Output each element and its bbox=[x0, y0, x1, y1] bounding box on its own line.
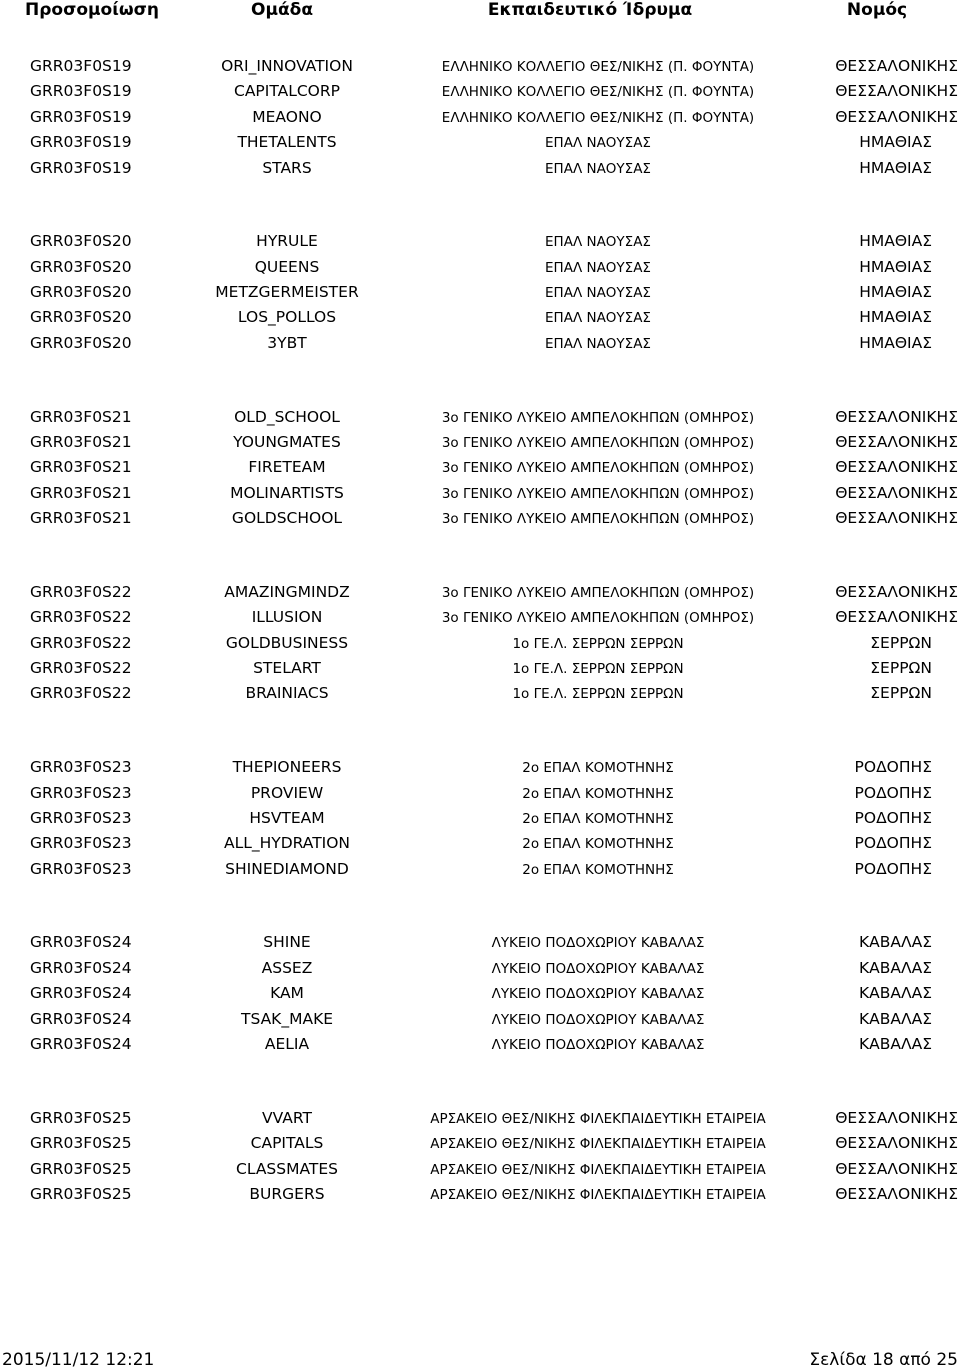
cell-team: OLD_SCHOOL bbox=[234, 407, 340, 426]
cell-school: ΕΠΑΛ ΝΑΟΥΣΑΣ bbox=[545, 135, 651, 152]
footer-page-number: Σελίδα 18 από 25 bbox=[809, 1350, 958, 1370]
table-group bbox=[0, 1107, 960, 1282]
cell-county: ΗΜΑΘΙΑΣ bbox=[859, 308, 932, 327]
cell-simulation: GRR03F0S22 bbox=[30, 684, 132, 703]
cell-team: THEPIONEERS bbox=[232, 758, 342, 777]
cell-simulation: GRR03F0S24 bbox=[30, 933, 132, 952]
cell-simulation: GRR03F0S24 bbox=[30, 1035, 132, 1054]
cell-county: ΘΕΣΣΑΛΟΝΙΚΗΣ bbox=[835, 509, 958, 528]
table-row bbox=[0, 1008, 960, 1033]
cell-simulation: GRR03F0S20 bbox=[30, 333, 132, 352]
cell-simulation: GRR03F0S24 bbox=[30, 1009, 132, 1028]
table-row bbox=[0, 306, 960, 331]
table-row bbox=[0, 106, 960, 131]
cell-county: ΘΕΣΣΑΛΟΝΙΚΗΣ bbox=[835, 1159, 958, 1178]
cell-school: ΕΠΑΛ ΝΑΟΥΣΑΣ bbox=[545, 335, 651, 352]
cell-county: ΘΕΣΣΑΛΟΝΙΚΗΣ bbox=[835, 483, 958, 502]
cell-school: ΕΠΑΛ ΝΑΟΥΣΑΣ bbox=[545, 259, 651, 276]
cell-school: ΕΛΛΗΝΙΚΟ ΚΟΛΛΕΓΙΟ ΘΕΣ/ΝΙΚΗΣ (Π. ΦΟΥΝΤΑ) bbox=[441, 84, 755, 101]
cell-school: ΕΠΑΛ ΝΑΟΥΣΑΣ bbox=[545, 285, 651, 302]
cell-school: 3ο ΓΕΝΙΚΟ ΛΥΚΕΙΟ ΑΜΠΕΛΟΚΗΠΩΝ (ΟΜΗΡΟΣ) bbox=[441, 584, 755, 601]
cell-team: 3YBT bbox=[267, 333, 307, 352]
cell-school: 2ο ΕΠΑΛ ΚΟΜΟΤΗΝΗΣ bbox=[522, 861, 674, 878]
cell-simulation: GRR03F0S24 bbox=[30, 958, 132, 977]
table-row bbox=[0, 482, 960, 507]
cell-school: ΛΥΚΕΙΟ ΠΟΔΟΧΩΡΙΟΥ ΚΑΒΑΛΑΣ bbox=[491, 1011, 705, 1028]
cell-county: ΡΟΔΟΠΗΣ bbox=[854, 834, 932, 853]
cell-simulation: GRR03F0S19 bbox=[30, 158, 132, 177]
page-footer bbox=[0, 1350, 960, 1370]
table-row bbox=[0, 782, 960, 807]
cell-county: ΚΑΒΑΛΑΣ bbox=[858, 984, 932, 1003]
cell-simulation: GRR03F0S21 bbox=[30, 407, 132, 426]
cell-team: SHINEDIAMOND bbox=[225, 859, 349, 878]
cell-county: ΣΕΡΡΩΝ bbox=[870, 659, 932, 678]
cell-county: ΡΟΔΟΠΗΣ bbox=[854, 758, 932, 777]
cell-team: MOLINARTISTS bbox=[230, 483, 344, 502]
cell-simulation: GRR03F0S20 bbox=[30, 308, 132, 327]
cell-team: ILLUSION bbox=[251, 608, 323, 627]
cell-county: ΘΕΣΣΑΛΟΝΙΚΗΣ bbox=[835, 407, 958, 426]
table-row bbox=[0, 80, 960, 105]
header-county: Νομός bbox=[846, 0, 908, 20]
table-row bbox=[0, 606, 960, 631]
cell-simulation: GRR03F0S19 bbox=[30, 107, 132, 126]
cell-school: ΑΡΣΑΚΕΙΟ ΘΕΣ/ΝΙΚΗΣ ΦΙΛΕΚΠΑΙΔΕΥΤΙΚΗ ΕΤΑΙΡΕΙΑ bbox=[430, 1136, 766, 1153]
cell-school: 1ο ΓΕ.Λ. ΣΕΡΡΩΝ ΣΕΡΡΩΝ bbox=[512, 635, 684, 652]
cell-school: ΕΛΛΗΝΙΚΟ ΚΟΛΛΕΓΙΟ ΘΕΣ/ΝΙΚΗΣ (Π. ΦΟΥΝΤΑ) bbox=[441, 59, 755, 75]
header-simulation: Προσομοίωση bbox=[25, 0, 159, 20]
table-row bbox=[0, 1107, 960, 1132]
cell-simulation: GRR03F0S22 bbox=[30, 582, 132, 601]
table-group bbox=[0, 931, 960, 1106]
table-row bbox=[0, 858, 960, 883]
cell-school: ΑΡΣΑΚΕΙΟ ΘΕΣ/ΝΙΚΗΣ ΦΙΛΕΚΠΑΙΔΕΥΤΙΚΗ ΕΤΑΙΡΕΙΑ bbox=[430, 1161, 766, 1178]
table-group bbox=[0, 406, 960, 581]
cell-team: VVART bbox=[262, 1108, 312, 1127]
cell-county: ΗΜΑΘΙΑΣ bbox=[859, 158, 932, 177]
header-school: Εκπαιδευτικό Ίδρυμα bbox=[487, 0, 693, 20]
table-row bbox=[0, 807, 960, 832]
cell-county: ΚΑΒΑΛΑΣ bbox=[858, 1035, 932, 1054]
cell-county: ΘΕΣΣΑΛΟΝΙΚΗΣ bbox=[835, 1184, 958, 1203]
cell-county: ΚΑΒΑΛΑΣ bbox=[858, 1009, 932, 1028]
cell-simulation: GRR03F0S19 bbox=[30, 57, 132, 75]
table-row bbox=[0, 157, 960, 182]
cell-team: FIRETEAM bbox=[248, 458, 326, 477]
cell-school: ΕΠΑΛ ΝΑΟΥΣΑΣ bbox=[545, 160, 651, 177]
cell-simulation: GRR03F0S21 bbox=[30, 432, 132, 451]
table-row bbox=[0, 456, 960, 481]
cell-simulation: GRR03F0S25 bbox=[30, 1108, 132, 1127]
cell-county: ΡΟΔΟΠΗΣ bbox=[854, 808, 932, 827]
cell-school: 2ο ΕΠΑΛ ΚΟΜΟΤΗΝΗΣ bbox=[522, 836, 674, 853]
cell-team: AELIA bbox=[264, 1035, 310, 1054]
cell-county: ΘΕΣΣΑΛΟΝΙΚΗΣ bbox=[835, 107, 958, 126]
cell-team: KAM bbox=[270, 984, 304, 1003]
table-row bbox=[0, 1183, 960, 1208]
cell-team: LOS_POLLOS bbox=[237, 308, 337, 327]
cell-simulation: GRR03F0S20 bbox=[30, 283, 132, 302]
cell-team: THETALENTS bbox=[237, 133, 337, 152]
table-header bbox=[0, 0, 960, 22]
table-group bbox=[0, 55, 960, 230]
table-row bbox=[0, 281, 960, 306]
cell-county: ΘΕΣΣΑΛΟΝΙΚΗΣ bbox=[835, 608, 958, 627]
cell-team: HSVTEAM bbox=[249, 808, 325, 827]
table-group bbox=[0, 230, 960, 405]
cell-school: ΑΡΣΑΚΕΙΟ ΘΕΣ/ΝΙΚΗΣ ΦΙΛΕΚΠΑΙΔΕΥΤΙΚΗ ΕΤΑΙΡΕΙΑ bbox=[430, 1186, 766, 1203]
cell-county: ΘΕΣΣΑΛΟΝΙΚΗΣ bbox=[835, 1134, 958, 1153]
cell-county: ΡΟΔΟΠΗΣ bbox=[854, 859, 932, 878]
cell-school: 3ο ΓΕΝΙΚΟ ΛΥΚΕΙΟ ΑΜΠΕΛΟΚΗΠΩΝ (ΟΜΗΡΟΣ) bbox=[441, 511, 755, 528]
cell-team: BURGERS bbox=[249, 1184, 325, 1203]
cell-team: SHINE bbox=[263, 933, 311, 952]
cell-school: ΕΛΛΗΝΙΚΟ ΚΟΛΛΕΓΙΟ ΘΕΣ/ΝΙΚΗΣ (Π. ΦΟΥΝΤΑ) bbox=[441, 109, 755, 126]
cell-school: 2ο ΕΠΑΛ ΚΟΜΟΤΗΝΗΣ bbox=[522, 810, 674, 827]
table-row bbox=[0, 332, 960, 357]
cell-team: YOUNGMATES bbox=[233, 432, 341, 451]
cell-simulation: GRR03F0S23 bbox=[30, 859, 132, 878]
cell-county: ΣΕΡΡΩΝ bbox=[870, 684, 932, 703]
cell-team: GOLDBUSINESS bbox=[225, 633, 349, 652]
cell-team: STARS bbox=[262, 158, 312, 177]
cell-simulation: GRR03F0S22 bbox=[30, 659, 132, 678]
cell-school: ΑΡΣΑΚΕΙΟ ΘΕΣ/ΝΙΚΗΣ ΦΙΛΕΚΠΑΙΔΕΥΤΙΚΗ ΕΤΑΙΡΕΙΑ bbox=[430, 1110, 766, 1127]
cell-county: ΘΕΣΣΑΛΟΝΙΚΗΣ bbox=[835, 582, 958, 601]
cell-simulation: GRR03F0S19 bbox=[30, 133, 132, 152]
cell-simulation: GRR03F0S25 bbox=[30, 1134, 132, 1153]
cell-school: 3ο ΓΕΝΙΚΟ ΛΥΚΕΙΟ ΑΜΠΕΛΟΚΗΠΩΝ (ΟΜΗΡΟΣ) bbox=[441, 434, 755, 451]
cell-county: ΚΑΒΑΛΑΣ bbox=[858, 933, 932, 952]
cell-simulation: GRR03F0S21 bbox=[30, 458, 132, 477]
cell-simulation: GRR03F0S23 bbox=[30, 834, 132, 853]
table-group bbox=[0, 756, 960, 931]
table-row bbox=[0, 1158, 960, 1183]
cell-school: 3ο ΓΕΝΙΚΟ ΛΥΚΕΙΟ ΑΜΠΕΛΟΚΗΠΩΝ (ΟΜΗΡΟΣ) bbox=[441, 460, 755, 477]
cell-county: ΗΜΑΘΙΑΣ bbox=[859, 232, 932, 251]
cell-simulation: GRR03F0S20 bbox=[30, 232, 132, 251]
cell-team: ALL_HYDRATION bbox=[223, 834, 351, 853]
cell-team: MEAONO bbox=[252, 107, 322, 126]
cell-county: ΗΜΑΘΙΑΣ bbox=[859, 133, 932, 152]
cell-county: ΚΑΒΑΛΑΣ bbox=[858, 958, 932, 977]
cell-simulation: GRR03F0S20 bbox=[30, 257, 132, 276]
cell-school: 3ο ΓΕΝΙΚΟ ΛΥΚΕΙΟ ΑΜΠΕΛΟΚΗΠΩΝ (ΟΜΗΡΟΣ) bbox=[441, 485, 755, 502]
cell-school: 3ο ΓΕΝΙΚΟ ΛΥΚΕΙΟ ΑΜΠΕΛΟΚΗΠΩΝ (ΟΜΗΡΟΣ) bbox=[441, 409, 755, 426]
cell-school: ΛΥΚΕΙΟ ΠΟΔΟΧΩΡΙΟΥ ΚΑΒΑΛΑΣ bbox=[491, 960, 705, 977]
cell-school: ΕΠΑΛ ΝΑΟΥΣΑΣ bbox=[545, 234, 651, 251]
cell-team: CAPITALS bbox=[250, 1134, 324, 1153]
cell-team: AMAZINGMINDZ bbox=[224, 582, 350, 601]
table-row bbox=[0, 431, 960, 456]
footer-datetime: 2015/11/12 12:21 bbox=[2, 1350, 155, 1370]
cell-school: 3ο ΓΕΝΙΚΟ ΛΥΚΕΙΟ ΑΜΠΕΛΟΚΗΠΩΝ (ΟΜΗΡΟΣ) bbox=[441, 610, 755, 627]
cell-team: QUEENS bbox=[254, 257, 320, 276]
table-row bbox=[0, 131, 960, 156]
cell-team: CLASSMATES bbox=[236, 1159, 338, 1178]
cell-simulation: GRR03F0S25 bbox=[30, 1184, 132, 1203]
cell-simulation: GRR03F0S21 bbox=[30, 483, 132, 502]
cell-school: 1ο ΓΕ.Λ. ΣΕΡΡΩΝ ΣΕΡΡΩΝ bbox=[512, 661, 684, 678]
header-team: Ομάδα bbox=[251, 0, 313, 20]
table-row bbox=[0, 957, 960, 982]
table-row bbox=[0, 1033, 960, 1058]
cell-county: ΗΜΑΘΙΑΣ bbox=[859, 257, 932, 276]
cell-simulation: GRR03F0S23 bbox=[30, 758, 132, 777]
table-row bbox=[0, 1132, 960, 1157]
cell-county: ΘΕΣΣΑΛΟΝΙΚΗΣ bbox=[835, 82, 958, 101]
cell-school: ΛΥΚΕΙΟ ΠΟΔΟΧΩΡΙΟΥ ΚΑΒΑΛΑΣ bbox=[491, 935, 705, 952]
table-row bbox=[0, 581, 960, 606]
cell-county: ΗΜΑΘΙΑΣ bbox=[859, 283, 932, 302]
cell-county: ΘΕΣΣΑΛΟΝΙΚΗΣ bbox=[835, 1108, 958, 1127]
cell-team: TSAK_MAKE bbox=[240, 1009, 334, 1028]
cell-school: 1ο ΓΕ.Λ. ΣΕΡΡΩΝ ΣΕΡΡΩΝ bbox=[512, 686, 684, 703]
table-row bbox=[0, 256, 960, 281]
table-row bbox=[0, 756, 960, 781]
cell-county: ΗΜΑΘΙΑΣ bbox=[859, 333, 932, 352]
cell-simulation: GRR03F0S22 bbox=[30, 633, 132, 652]
table-row bbox=[0, 632, 960, 657]
cell-team: ORI_INNOVATION bbox=[221, 57, 353, 75]
table-row bbox=[0, 682, 960, 707]
table-row bbox=[0, 832, 960, 857]
cell-team: CAPITALCORP bbox=[234, 82, 340, 101]
table-row bbox=[0, 982, 960, 1007]
table-row bbox=[0, 55, 960, 80]
cell-school: 2ο ΕΠΑΛ ΚΟΜΟΤΗΝΗΣ bbox=[522, 760, 674, 777]
cell-simulation: GRR03F0S23 bbox=[30, 783, 132, 802]
cell-school: ΛΥΚΕΙΟ ΠΟΔΟΧΩΡΙΟΥ ΚΑΒΑΛΑΣ bbox=[491, 986, 705, 1003]
cell-team: BRAINIACS bbox=[245, 684, 329, 703]
cell-school: 2ο ΕΠΑΛ ΚΟΜΟΤΗΝΗΣ bbox=[522, 785, 674, 802]
cell-team: METZGERMEISTER bbox=[215, 283, 359, 302]
cell-team: STELART bbox=[253, 659, 321, 678]
cell-team: PROVIEW bbox=[250, 783, 324, 802]
table-row bbox=[0, 931, 960, 956]
cell-school: ΕΠΑΛ ΝΑΟΥΣΑΣ bbox=[545, 310, 651, 327]
cell-simulation: GRR03F0S19 bbox=[30, 82, 132, 101]
cell-simulation: GRR03F0S25 bbox=[30, 1159, 132, 1178]
table-group bbox=[0, 581, 960, 756]
cell-simulation: GRR03F0S21 bbox=[30, 509, 132, 528]
table-body bbox=[0, 55, 960, 1282]
table-row bbox=[0, 507, 960, 532]
cell-county: ΘΕΣΣΑΛΟΝΙΚΗΣ bbox=[835, 57, 958, 75]
cell-simulation: GRR03F0S23 bbox=[30, 808, 132, 827]
table-row bbox=[0, 230, 960, 255]
cell-team: HYRULE bbox=[256, 232, 318, 251]
cell-team: ASSEZ bbox=[261, 958, 313, 977]
cell-county: ΘΕΣΣΑΛΟΝΙΚΗΣ bbox=[835, 432, 958, 451]
table-row bbox=[0, 657, 960, 682]
cell-team: GOLDSCHOOL bbox=[231, 509, 343, 528]
cell-county: ΡΟΔΟΠΗΣ bbox=[854, 783, 932, 802]
cell-simulation: GRR03F0S24 bbox=[30, 984, 132, 1003]
cell-county: ΘΕΣΣΑΛΟΝΙΚΗΣ bbox=[835, 458, 958, 477]
cell-simulation: GRR03F0S22 bbox=[30, 608, 132, 627]
cell-county: ΣΕΡΡΩΝ bbox=[870, 633, 932, 652]
cell-school: ΛΥΚΕΙΟ ΠΟΔΟΧΩΡΙΟΥ ΚΑΒΑΛΑΣ bbox=[491, 1037, 705, 1054]
table-row bbox=[0, 406, 960, 431]
